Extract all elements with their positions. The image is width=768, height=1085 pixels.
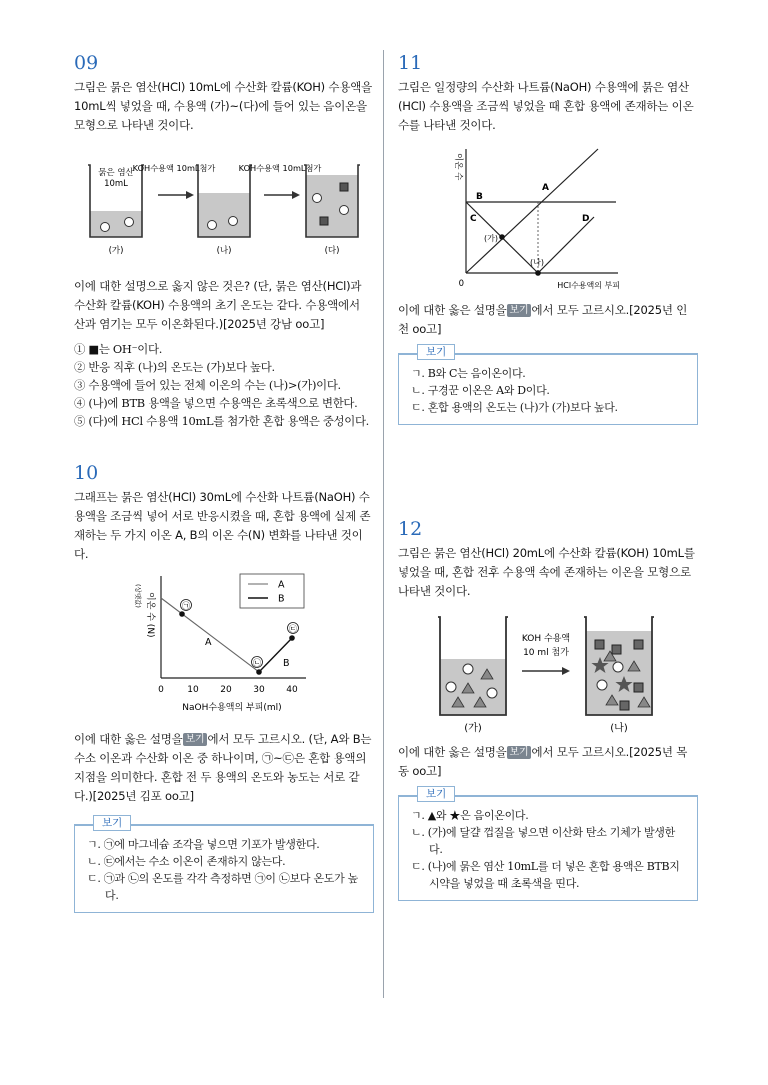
bogi-item-2[interactable]: ㄴ. 구경꾼 이온은 A와 D이다.: [411, 384, 550, 397]
label-C: C: [470, 214, 477, 224]
point-na: [535, 270, 541, 276]
svg-text:10: 10: [187, 685, 199, 695]
question-stem: 그림은 일정량의 수산화 나트륨(NaOH) 수용액에 묽은 염산(HCl) 수용액을 조금씩 넣었을 때 혼합 용액에 존재하는 이온 수를 나타낸 것이다.: [398, 80, 694, 132]
x-ticks: [158, 685, 298, 695]
beaker-label-ga: (가): [108, 246, 124, 256]
beaker1-top-label: 묽은 염산: [98, 168, 134, 178]
legend: [240, 574, 304, 608]
x-axis-label: NaOH수용액의 부피(ml): [182, 703, 282, 713]
line-label-A: A: [205, 637, 212, 648]
option-2[interactable]: ② 반응 직후 (나)의 온도는 (가)보다 높다.: [74, 360, 275, 374]
bogi-item-1[interactable]: ㄱ. ㉠에 마그네슘 조각을 넣으면 기포가 발생한다.: [87, 838, 320, 851]
beaker-na: [584, 617, 654, 734]
bogi-box: [74, 817, 374, 913]
beaker-ga: [438, 617, 508, 734]
question-11: [398, 52, 698, 425]
arrow1-label: KOH수용액 10mL첨가: [132, 163, 216, 173]
ion-graph-10: [74, 570, 374, 720]
label-B: B: [476, 192, 483, 202]
question-prompt: 이에 대한 옳은 설명을 보기 에서 모두 고르시오.[2025년 목동 oo고]: [398, 745, 688, 778]
bogi-item-3[interactable]: ㄷ. 혼합 용액의 온도는 (나)가 (가)보다 높다.: [411, 401, 618, 414]
label-na: (나): [530, 258, 544, 267]
bogi-box: [398, 788, 698, 901]
bogi-item-1[interactable]: ㄱ. ▲와 ★은 음이온이다.: [411, 809, 529, 822]
line-A: [466, 149, 598, 273]
right-column: [398, 52, 698, 890]
question-prompt: 이에 대한 옳은 설명을 보기 에서 모두 고르시오. (단, A와 B는 수소 이온과 수산화 이온 중 하나이며, ㉠~㉢은 혼합 용액의 지점을 의미한다. 혼합 전 두 용액의 온도와 농도는 서로 같다.)[2025년 김포 oo고]: [74, 732, 372, 803]
svg-text:20: 20: [220, 685, 232, 695]
legend-A: A: [278, 579, 285, 591]
question-number: 12: [398, 518, 423, 540]
point-label-3: ㉢: [289, 624, 297, 634]
point-label-1: ㉠: [182, 601, 190, 611]
x-axis-label: HCl수용액의 부피: [557, 281, 620, 290]
bogi-item-1[interactable]: ㄱ. B와 C는 음이온이다.: [411, 367, 526, 380]
arrow-top-label: KOH 수용액: [521, 634, 571, 644]
question-9: [74, 52, 374, 430]
bogi-item-2[interactable]: ㄴ. ㉢에서는 수소 이온이 존재하지 않는다.: [87, 855, 286, 868]
beaker-da: [304, 165, 360, 256]
arrow-bottom-label: 10 ml 첨가: [523, 648, 569, 658]
ion-graph-11: [398, 141, 698, 293]
question-number: 11: [398, 52, 423, 74]
column-divider: [383, 50, 384, 998]
beaker-label-na: (나): [610, 723, 628, 734]
line-D: [538, 217, 594, 273]
left-column: [74, 52, 374, 902]
point-3: [289, 635, 295, 641]
option-5[interactable]: ⑤ (다)에 HCl 수용액 10mL를 첨가한 혼합 용액은 중성이다.: [74, 414, 369, 428]
label-D: D: [582, 214, 590, 224]
y-axis-sub: (상댓값): [134, 584, 142, 608]
label-ga: (가): [484, 234, 498, 243]
bogi-tag: 보기: [507, 304, 532, 317]
svg-text:40: 40: [286, 685, 298, 695]
legend-B: B: [278, 593, 285, 605]
svg-text:30: 30: [253, 685, 265, 695]
bogi-item-3[interactable]: ㄷ. (나)에 묽은 염산 10mL를 더 넣은 혼합 용액은 BTB지시약을 넣었을 때 초록색을 띤다.: [411, 860, 680, 890]
origin-label: 0: [458, 279, 464, 289]
bogi-tag: 보기: [183, 733, 208, 746]
svg-text:0: 0: [158, 685, 164, 695]
question-prompt: 이에 대한 옳은 설명을 보기 에서 모두 고르시오.[2025년 인천 oo고]: [398, 303, 688, 336]
beaker-label-ga: (가): [464, 723, 482, 734]
question-number: 09: [74, 52, 99, 74]
beaker-na: [196, 165, 252, 256]
point-ga: [499, 234, 505, 240]
arrow: [522, 632, 570, 675]
point-label-2: ㉡: [253, 658, 261, 668]
bogi-item-3[interactable]: ㄷ. ㉠과 ㉡의 온도를 각각 측정하면 ㉠이 ㉡보다 온도가 높다.: [87, 872, 358, 902]
label-A: A: [542, 183, 549, 193]
beaker-label-da: (다): [324, 246, 340, 256]
question-stem: 그래프는 묽은 염산(HCl) 30mL에 수산화 나트륨(NaOH) 수용액을 조금씩 넣어 서로 반응시켰을 때, 혼합 용액에 실제 존재하는 두 가지 이온 A, B의 이온 수(N) 변화를 나타낸 것이다.: [74, 490, 371, 561]
question-12: [398, 518, 698, 901]
beaker-label-na: (나): [216, 246, 232, 256]
line-label-B: B: [283, 658, 290, 669]
bogi-label: 보기: [93, 815, 131, 831]
y-axis-label: 이온 수 (N): [145, 592, 155, 638]
question-10: [74, 462, 374, 913]
question-stem: 그림은 묽은 염산(HCl) 20mL에 수산화 칼륨(KOH) 10mL를 넣었을 때, 혼합 전후 수용액 속에 존재하는 이온을 모형으로 나타낸 것이다.: [398, 546, 695, 598]
option-1[interactable]: ① ■는 OH⁻이다.: [74, 342, 163, 356]
series-line-A: [161, 598, 259, 672]
question-prompt: 이에 대한 설명으로 옳지 않은 것은? (단, 묽은 염산(HCl)과 수산화 칼륨(KOH) 수용액의 초기 온도는 같다. 수용액에서 산과 염기는 모두 이온화된다.)[2025년 강남 oo고]: [74, 279, 362, 331]
bogi-tag: 보기: [507, 746, 532, 759]
beaker1-bottom-label: 10mL: [104, 179, 128, 189]
question-number: 10: [74, 462, 99, 484]
answer-options: [74, 340, 374, 430]
bogi-box: [398, 346, 698, 425]
bogi-item-2[interactable]: ㄴ. (가)에 달걀 껍질을 넣으면 이산화 탄소 기체가 발생한다.: [411, 826, 675, 856]
y-axis-label: 이온 수: [453, 153, 463, 181]
beaker-ga: [88, 165, 144, 256]
point-1: [179, 611, 185, 617]
point-2: [256, 669, 262, 675]
bogi-label: 보기: [417, 786, 455, 802]
beaker-figure-9: [74, 153, 374, 263]
option-4[interactable]: ④ (나)에 BTB 용액을 넣으면 수용액은 초록색으로 변한다.: [74, 396, 358, 410]
option-3[interactable]: ③ 수용액에 들어 있는 전체 이온의 수는 (나)>(가)이다.: [74, 378, 341, 392]
arrow2-label: KOH수용액 10mL첨가: [238, 163, 322, 173]
bogi-label: 보기: [417, 344, 455, 360]
beaker-figure-12: [398, 609, 698, 737]
question-stem: 그림은 묽은 염산(HCl) 10mL에 수산화 칼륨(KOH) 수용액을 10mL씩 넣었을 때, 수용액 (가)~(다)에 들어 있는 음이온을 모형으로 나타낸 것이다.: [74, 80, 373, 132]
